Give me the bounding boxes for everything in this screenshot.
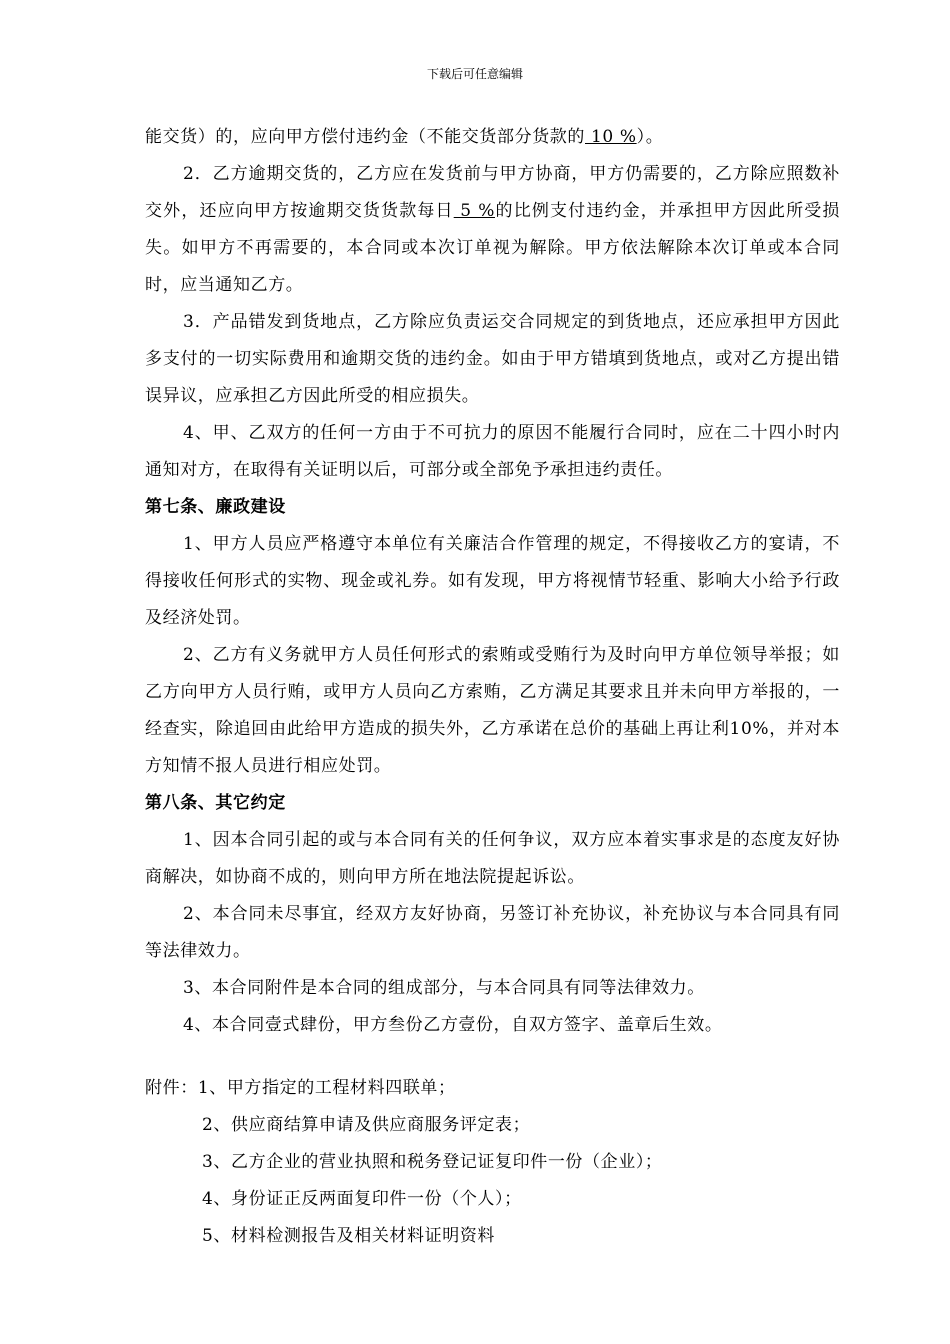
- wrong-delivery-clause: 3．产品错发到货地点，乙方除应负责运交合同规定的到货地点，还应承担甲方因此多支付的一切实际费用和逾期交货的违约金。如由于甲方错填到货地点，或对乙方提出错误异议，应承担乙方因此所受的相应损失。: [145, 312, 840, 406]
- spacer: [145, 1044, 840, 1070]
- section-8-clause-1: 1、因本合同引起的或与本合同有关的任何争议，双方应本着实事求是的态度友好协商解决，如协商不成的，则向甲方所在地法院提起诉讼。: [145, 830, 840, 887]
- attachment-item: 4、身份证正反两面复印件一份（个人）；: [202, 1189, 522, 1209]
- daily-penalty-rate-field: 5 %: [453, 201, 495, 221]
- attachment-item: 1、甲方指定的工程材料四联单；: [197, 1078, 456, 1098]
- text-run: 能交货）的，应向甲方偿付违约金（不能交货部分货款的: [145, 127, 585, 147]
- text-run: ）。: [636, 127, 664, 147]
- text-run: 2．乙方逾期交货的，乙方应在发货前与甲方协商，甲方仍需要的，乙方除应照数补交外，还应向甲方按逾期交货货款每日: [145, 164, 840, 221]
- text-run: 的比例支付违约金，并承担甲方因此所受损失。如甲方不再需要的，本合同或本次订单视为解除。甲方依法解除本次订单或本合同时，应当通知乙方。: [145, 201, 840, 295]
- attachment-item: 2、供应商结算申请及供应商服务评定表；: [202, 1115, 531, 1135]
- attachments-list: [145, 1070, 840, 1107]
- attachments-label: 附件：: [145, 1078, 198, 1098]
- section-7-title: 第七条、廉政建设: [145, 497, 286, 517]
- section-7-clause-1: 1、甲方人员应严格遵守本单位有关廉洁合作管理的规定，不得接收乙方的宴请，不得接收任何形式的实物、现金或礼券。如有发现，甲方将视情节轻重、影响大小给予行政及经济处罚。: [145, 534, 840, 628]
- page-header: 下载后可任意编辑: [426, 67, 523, 81]
- attachment-item: 5、材料检测报告及相关材料证明资料: [202, 1226, 496, 1246]
- document-body: [145, 119, 840, 1255]
- section-8-clause-2: 2、本合同未尽事宜，经双方友好协商，另签订补充协议，补充协议与本合同具有同等法律效力。: [145, 904, 840, 961]
- attachment-item: 3、乙方企业的营业执照和税务登记证复印件一份（企业）；: [202, 1152, 663, 1172]
- penalty-paragraph-continued: [145, 119, 840, 156]
- section-8-title: 第八条、其它约定: [145, 793, 286, 813]
- penalty-rate-field: 10 %: [585, 127, 637, 147]
- late-delivery-clause: [145, 156, 840, 304]
- section-7-clause-2: 2、乙方有义务就甲方人员任何形式的索贿或受贿行为及时向甲方单位领导举报；如乙方向甲方人员行贿，或甲方人员向乙方索贿，乙方满足其要求且并未向甲方举报的，一经查实，除追回由此给甲方造成的损失外，乙方承诺在总价的基础上再让利10%，并对本方知情不报人员进行相应处罚。: [145, 645, 840, 776]
- section-8-clause-3: 3、本合同附件是本合同的组成部分，与本合同具有同等法律效力。: [183, 978, 705, 998]
- force-majeure-clause: 4、甲、乙双方的任何一方由于不可抗力的原因不能履行合同时，应在二十四小时内通知对方，在取得有关证明以后，可部分或全部免予承担违约责任。: [145, 423, 840, 480]
- section-8-clause-4: 4、本合同壹式肆份，甲方叁份乙方壹份，自双方签字、盖章后生效。: [183, 1015, 723, 1035]
